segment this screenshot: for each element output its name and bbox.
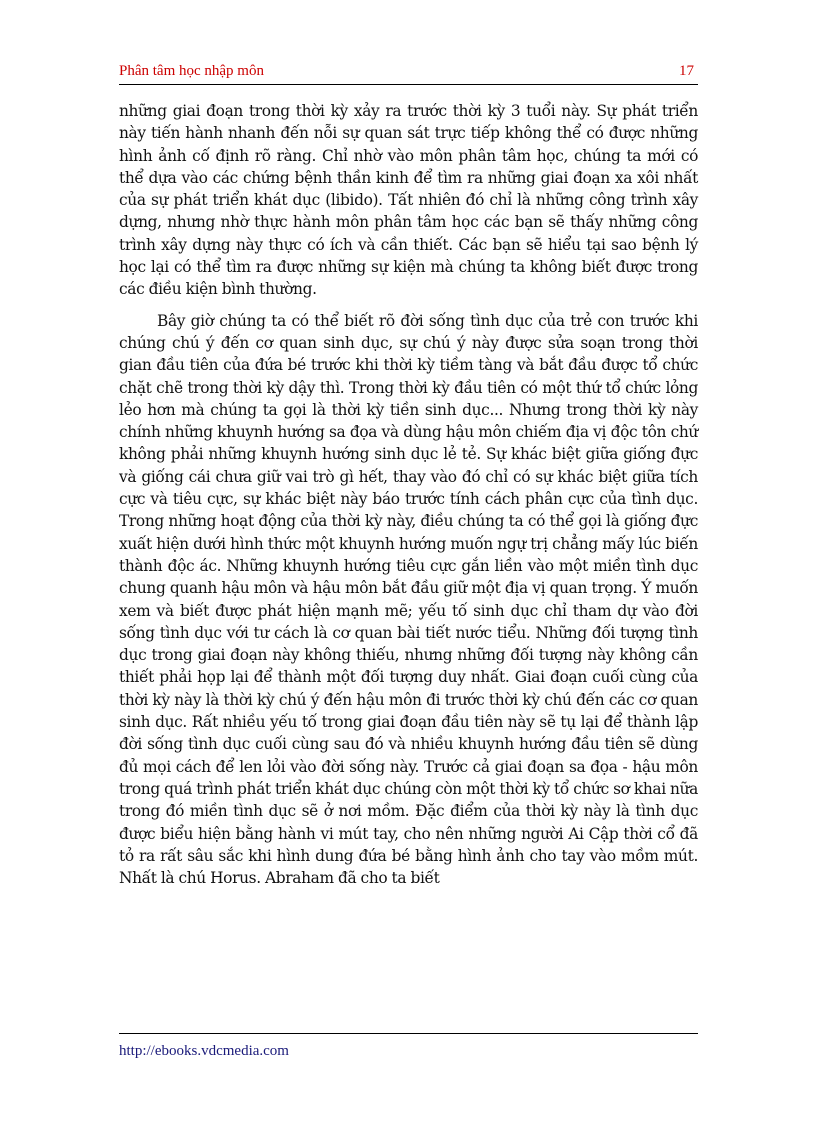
page-number: 17 bbox=[679, 63, 694, 79]
paragraph-1: những giai đoạn trong thời kỳ xảy ra trước thời kỳ 3 tuổi này. Sự phát triển này tiến hành nhanh đến nỗi sự quan sát trực tiếp không thể có được những hình ảnh cố định rõ ràng. Chỉ nhờ vào môn phân tâm học, chúng ta mới có thể dựa vào các chứng bệnh thần kinh để tìm ra những giai đoạn xa xôi nhất của sự phát triển khát dục (libido). Tất nhiên đó chỉ là những công trình xây dựng, nhưng nhờ thực hành môn phân tâm học các bạn sẽ thấy những công trình xây dựng này thực có ích và cần thiết. Các bạn sẽ hiểu tại sao bệnh lý học lại có thể tìm ra được những sự kiện mà chúng ta không biết được trong các điều kiện bình thường. bbox=[119, 102, 698, 299]
book-title: Phân tâm học nhập môn bbox=[119, 63, 264, 79]
footer-url[interactable]: http://ebooks.vdcmedia.com bbox=[119, 1043, 289, 1059]
body-text bbox=[119, 100, 698, 889]
running-header bbox=[119, 62, 698, 85]
running-footer bbox=[119, 1033, 698, 1060]
paragraph-2: Bây giờ chúng ta có thể biết rõ đời sống tình dục của trẻ con trước khi chúng chú ý đến cơ quan sinh dục, sự chú ý này được sửa soạn trong thời gian đầu tiên của đứa bé trước khi thời kỳ tiềm tàng và bắt đầu được tổ chức chặt chẽ trong thời kỳ dậy thì. Trong thời kỳ đầu tiên có một thứ tổ chức lỏng lẻo hơn mà chúng ta gọi là thời kỳ tiền sinh dục... Nhưng trong thời kỳ này chính những khuynh hướng sa đọa và dùng hậu môn chiếm địa vị độc tôn chứ không phải những khuynh hướng sinh dục lẻ tẻ. Sự khác biệt giữa giống đực và giống cái chưa giữ vai trò gì hết, thay vào đó chỉ có sự khác biệt giữa tích cực và tiêu cực, sự khác biệt này báo trước tính cách phân cực của tình dục. Trong những hoạt động của thời kỳ này, điều chúng ta có thể gọi là giống đực xuất hiện dưới hình thức một khuynh hướng muốn ngự trị chẳng mấy lúc biến thành độc ác. Những khuynh hướng tiêu cực gắn liền vào một miền tình dục chung quanh hậu môn và hậu môn bắt đầu giữ một địa vị quan trọng. Ý muốn xem và biết được phát hiện mạnh mẽ; yếu tố sinh dục chỉ tham dự vào đời sống tình dục với tư cách là cơ quan bài tiết nước tiểu. Những đối tượng tình dục trong giai đoạn này không thiếu, nhưng những đối tượng này không cần thiết phải họp lại để thành một đối tượng duy nhất. Giai đoạn cuối cùng của thời kỳ này là thời kỳ chú ý đến hậu môn đi trước thời kỳ chú đến các cơ quan sinh dục. Rất nhiều yếu tố trong giai đoạn đầu tiên này sẽ tụ lại để thành lập đời sống tình dục cuối cùng sau đó và nhiều khuynh hướng đầu tiên sẽ dùng đủ mọi cách để len lỏi vào đời sống này. Trước cả giai đoạn sa đọa - hậu môn trong quá trình phát triển khát dục chúng còn một thời kỳ tổ chức sơ khai nữa trong đó miền tình dục sẽ ở nơi mồm. Đặc điểm của thời kỳ này là tình dục được biểu hiện bằng hành vi mút tay, cho nên những người Ai Cập thời cổ đã tỏ ra rất sâu sắc khi hình dung đứa bé bằng hình ảnh cho tay vào mồm mút. Nhất là chú Horus. Abraham đã cho ta biết bbox=[119, 311, 698, 888]
